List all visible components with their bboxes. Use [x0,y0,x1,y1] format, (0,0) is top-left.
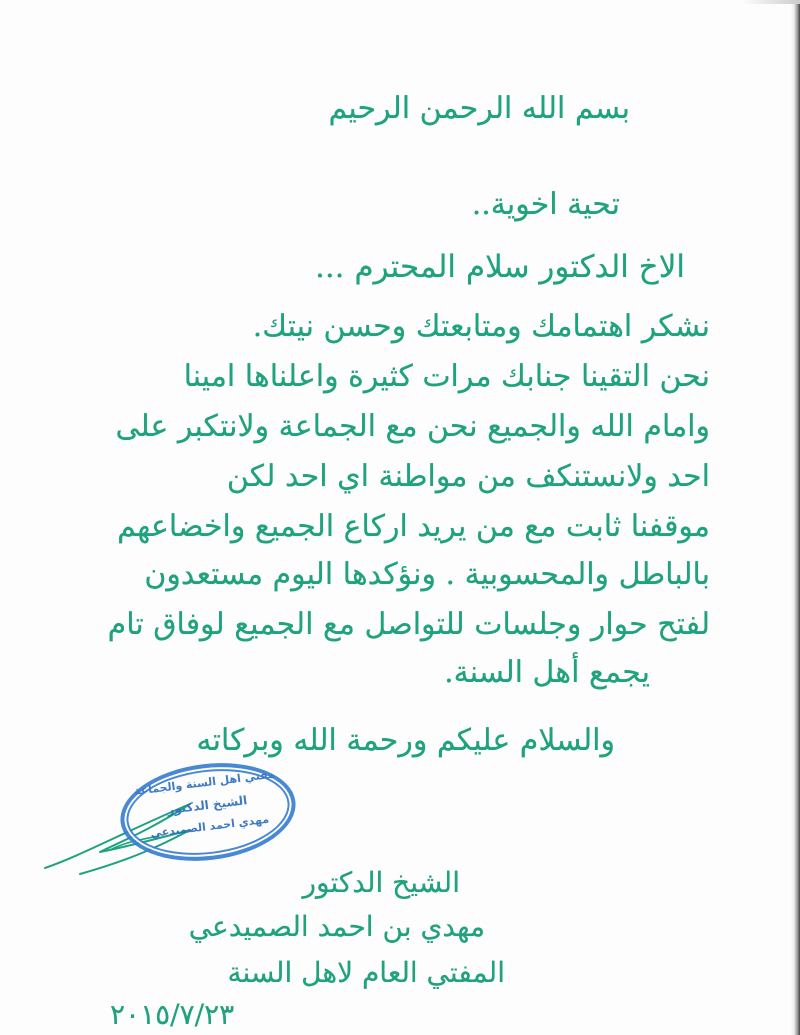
stamp-line: مهدي احمد الصميدعي [149,812,270,841]
addressee: الاخ الدكتور سلام المحترم ... [314,249,685,285]
body-line: وامام الله والجميع نحن مع الجماعة ولانتكبر على [115,409,710,444]
body-line: لفتح حوار وجلسات للتواصل مع الجميع لوفاق تام [107,607,710,642]
greeting: تحية اخوية.. [471,187,620,222]
body-line: موقفنا ثابت مع من يريد اركاع الجميع واخضاعهم [117,509,710,544]
body-line: نحن التقينا جنابك مرات كثيرة واعلناها امينا [183,359,710,394]
body-line: نشكر اهتمامك ومتابعتك وحسن نيتك. [252,309,710,344]
letter-date: ٢٠١٥/٧/٢٣ [110,998,235,1031]
signatory-title: الشيخ الدكتور [302,866,460,899]
body-line: يجمع أهل السنة. [444,655,650,690]
stamp-line: الشيخ الدكتور [166,793,248,817]
closing-line: والسلام عليكم ورحمة الله وبركاته [196,723,615,758]
signatory-name: مهدي بن احمد الصميدعي [188,910,485,943]
basmala: بسم الله الرحمن الرحيم [328,91,630,126]
stamp-line: مفتي اهل السنة والجماعة [133,767,276,798]
scan-edge [790,0,800,1035]
body-line: بالباطل والمحسوبية . ونؤكدها اليوم مستعدون [144,557,710,592]
signatory-position: المفتي العام لاهل السنة [227,956,505,989]
body-line: احد ولانستنكف من مواطنة اي احد لكن [226,459,710,494]
scan-edge-top [740,0,800,4]
